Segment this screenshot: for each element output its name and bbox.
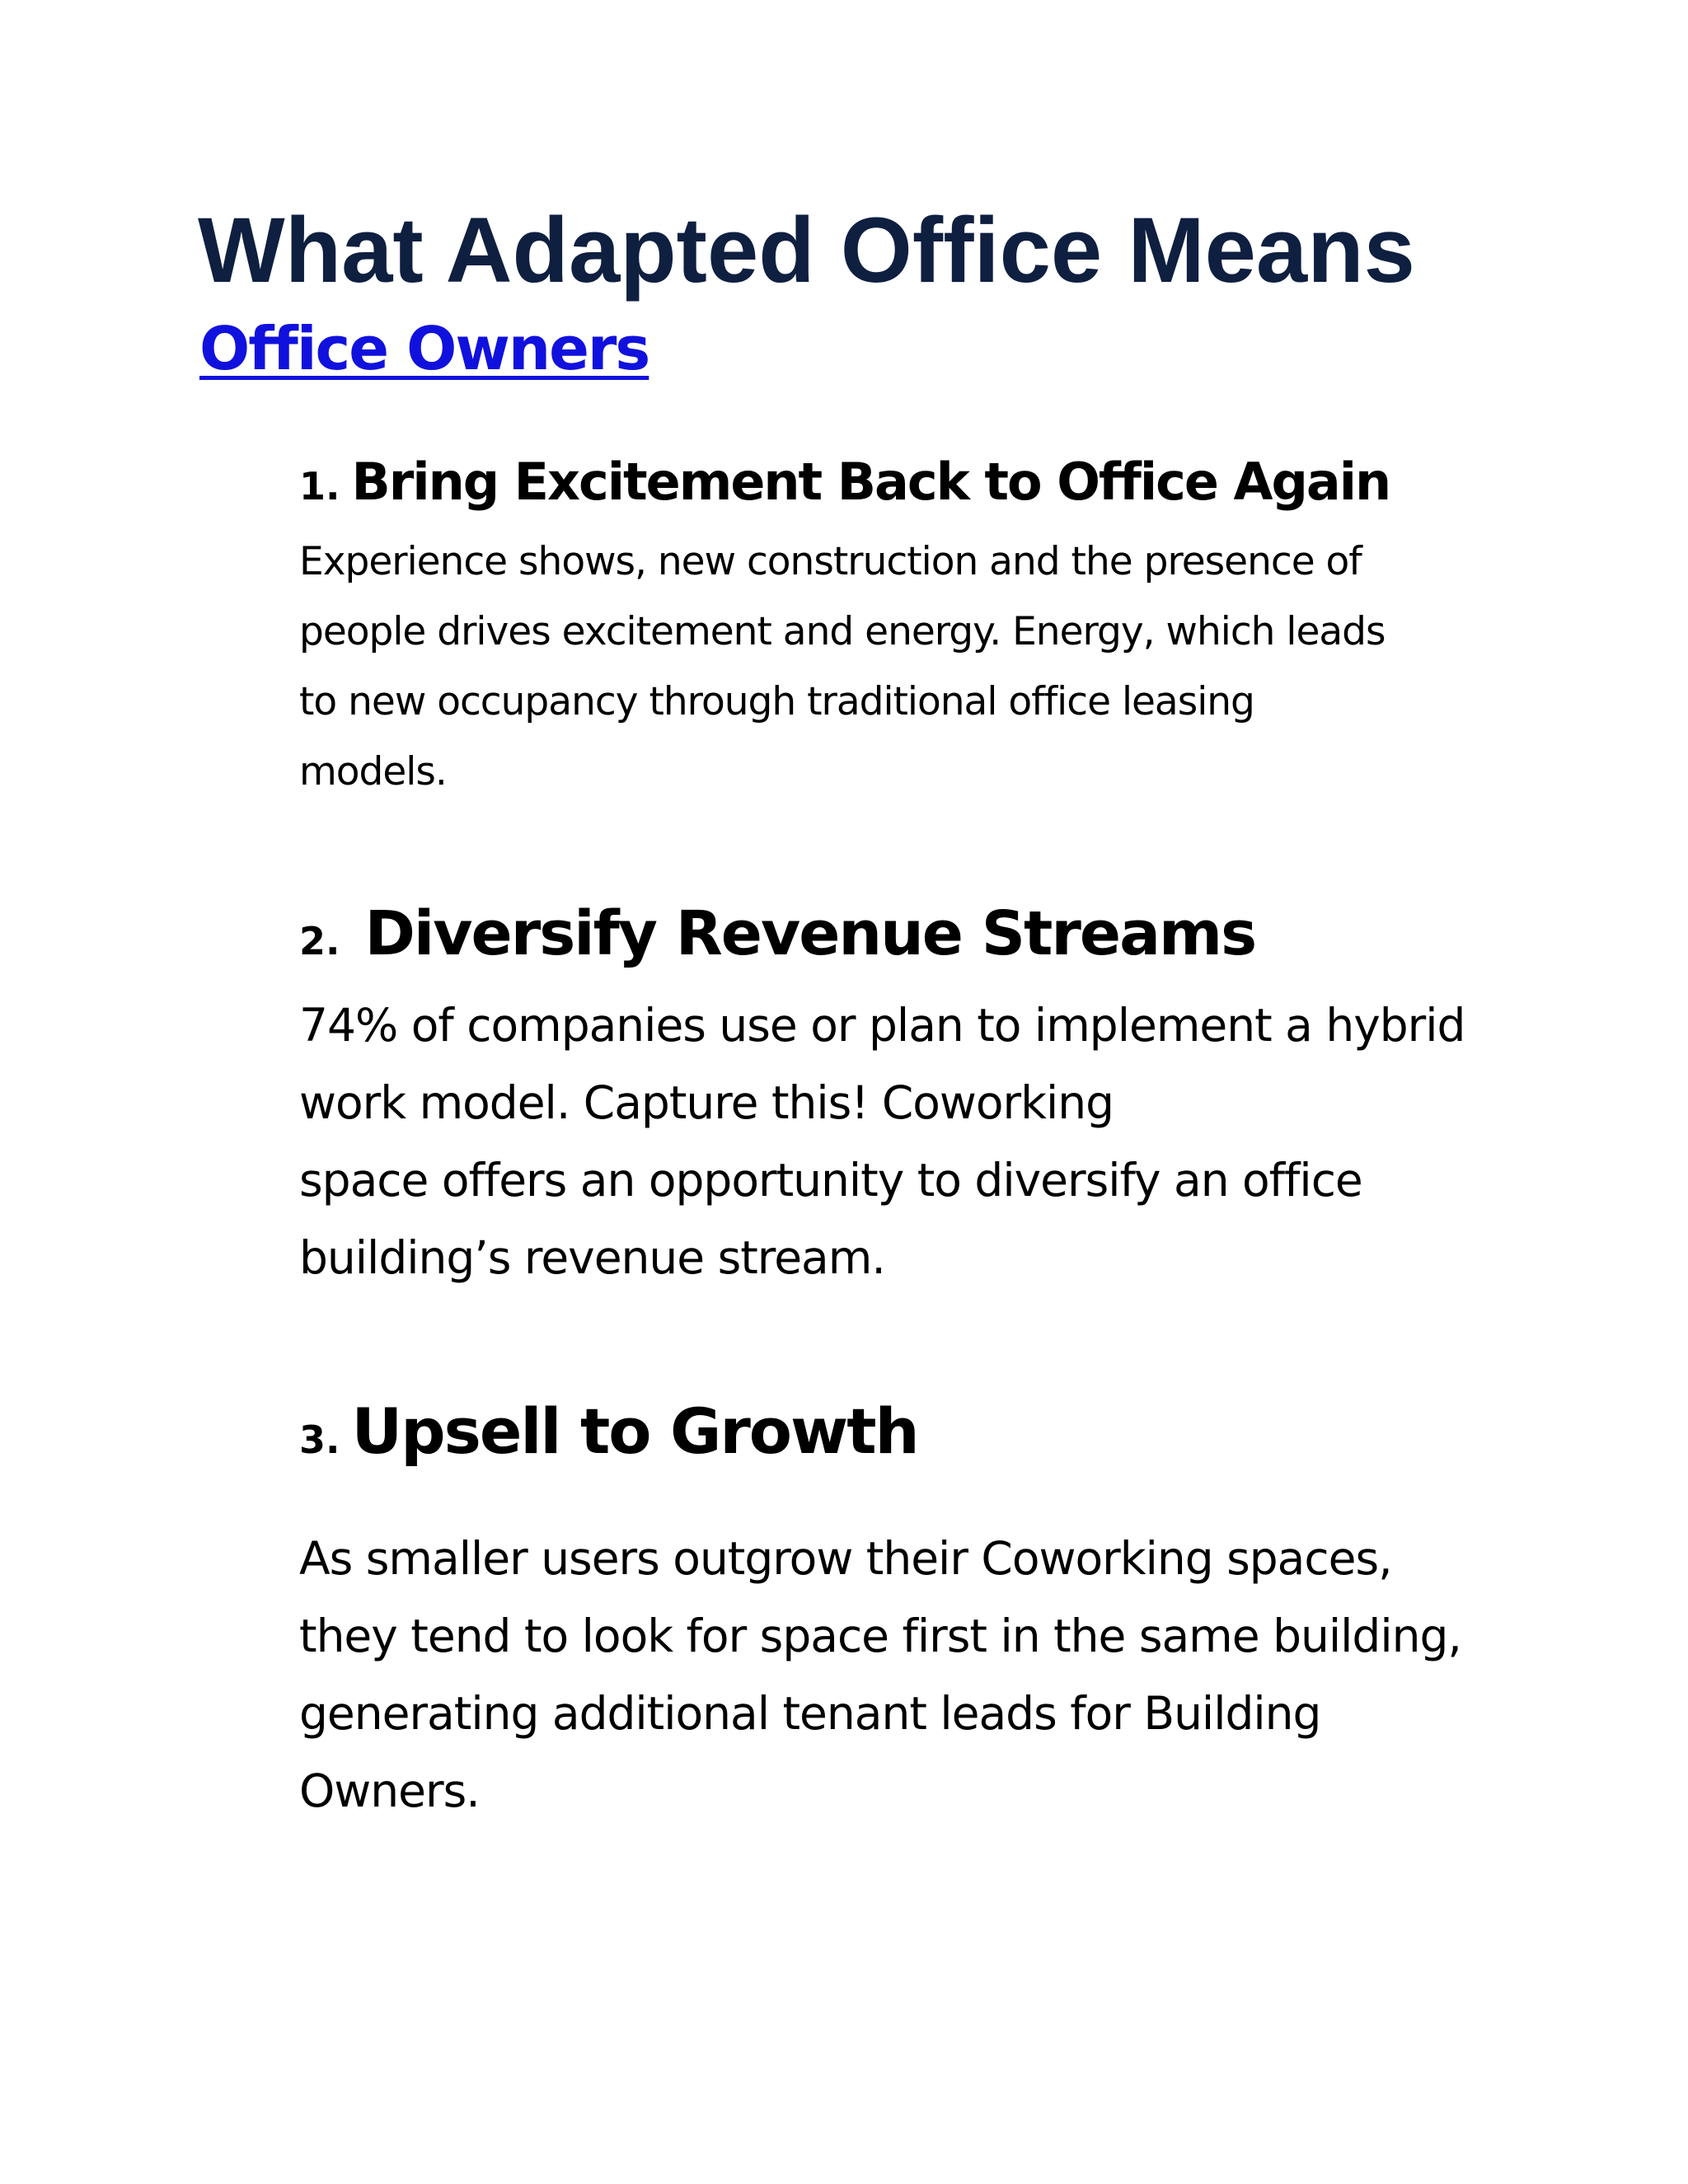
page-title: What Adapted Office Means	[198, 199, 1415, 302]
section-heading-text: Bring Excitement Back to Office Again	[351, 452, 1390, 512]
body-line: work model. Capture this! Coworking	[299, 1076, 1114, 1129]
body-line: generating additional tenant leads for Building	[299, 1687, 1321, 1740]
section-body	[299, 527, 1511, 807]
section-upsell-growth	[299, 1386, 1519, 1830]
section-heading	[299, 445, 1519, 523]
section-body	[299, 987, 1536, 1296]
body-line: Owners.	[299, 1765, 480, 1817]
body-line: As smaller users outgrow their Coworking spaces,	[299, 1532, 1392, 1585]
body-line: models.	[299, 749, 447, 794]
body-line: Experience shows, new construction and the presence of	[299, 539, 1362, 584]
section-number: 1.	[299, 464, 340, 509]
body-line: people drives excitement and energy. Energy, which leads	[299, 609, 1386, 654]
section-number: 3.	[299, 1418, 340, 1462]
section-diversify-revenue	[299, 888, 1519, 1296]
section-heading-text: Diversify Revenue Streams	[364, 898, 1256, 969]
section-body	[299, 1520, 1536, 1830]
body-line: 74% of companies use or plan to implement a hybrid	[299, 999, 1465, 1052]
section-heading-text: Upsell to Growth	[351, 1394, 918, 1468]
office-owners-link[interactable]: Office Owners	[199, 314, 649, 383]
body-line: they tend to look for space first in the same building,	[299, 1610, 1461, 1662]
section-number: 2.	[299, 919, 340, 963]
section-heading	[299, 888, 1519, 987]
body-line: to new occupancy through traditional office leasing	[299, 679, 1254, 724]
body-line: space offers an opportunity to diversify an office	[299, 1154, 1362, 1207]
section-heading	[299, 1386, 1519, 1485]
section-bring-excitement	[299, 445, 1519, 807]
body-line: building’s revenue stream.	[299, 1231, 885, 1284]
